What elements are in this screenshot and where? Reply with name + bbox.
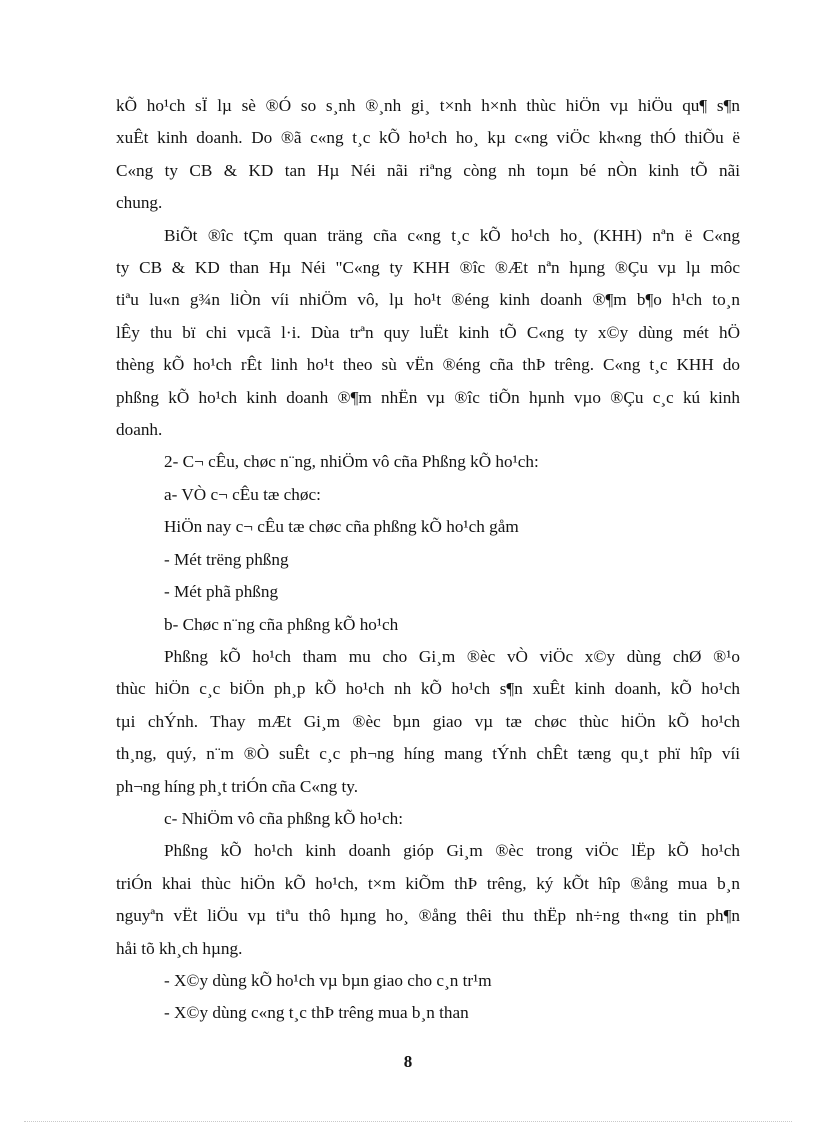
text-line: C«ng ty CB & KD tan Hµ Néi nãi riªng còng nh toµn bé nÒn kinh tÕ nãi [116,160,740,180]
subsection-heading: a- VÒ c¬ cÊu tæ chøc: [164,484,321,504]
text-line: triÓn khai thùc hiÖn kÕ ho¹ch, t×m kiÕm thÞ trêng, ký kÕt hîp ®ång mua b¸n [116,873,740,893]
list-item: - X©y dùng kÕ ho¹ch vµ bµn giao cho c¸n tr¹m [164,970,492,990]
text-line: doanh. [116,420,163,440]
text-line: BiÕt ®îc tÇm quan träng cña c«ng t¸c kÕ ho¹ch ho¸ (KHH) nªn ë C«ng [164,225,740,245]
subsection-heading: c- NhiÖm vô cña phßng kÕ ho¹ch: [164,808,404,828]
text-line: thèng kÕ ho¹ch rÊt linh ho¹t theo sù vËn ®éng cña thÞ trêng. C«ng t¸c KHH do [116,355,740,375]
subsection-heading: b- Chøc n¨ng cña phßng kÕ ho¹ch [164,614,399,634]
text-line: ty CB & KD than Hµ Néi "C«ng ty KHH ®îc ®Æt nªn hµng ®Çu vµ lµ môc [116,258,740,278]
text-line: nguyªn vËt liÖu vµ tiªu thô hµng ho¸ ®ång thêi thu thËp nh÷ng th«ng tin ph¶n [116,906,740,926]
text-line: xuÊt kinh doanh. Do ®ã c«ng t¸c kÕ ho¹ch ho¸ kµ c«ng viÖc kh«ng thÓ thiÕu ë [116,128,740,148]
list-item: - X©y dùng c«ng t¸c thÞ trêng mua b¸n than [164,1003,469,1023]
text-line: tiªu lu«n g¾n liÒn víi nhiÖm vô, lµ ho¹t ®éng kinh doanh ®¶m b¶o h¹ch to¸n [116,290,740,310]
text-line: th¸ng, quý, n¨m ®Ò suÊt c¸c ph¬ng híng mang tÝnh chÊt tæng qu¸t phï hîp víi [116,744,740,764]
document-body [116,90,740,1030]
text-line: håi tõ kh¸ch hµng. [116,938,243,958]
text-line: chung. [116,193,163,213]
text-line: kÕ ho¹ch sÏ lµ sè ®Ó so s¸nh ®¸nh gi¸ t×nh h×nh thùc hiÖn vµ hiÖu qu¶ s¶n [116,96,740,115]
footer-divider [24,1121,792,1122]
text-line: Phßng kÕ ho¹ch tham mu cho Gi¸m ®èc vÒ viÖc x©y dùng chØ ®¹o [164,646,740,666]
text-line: tµi chÝnh. Thay mÆt Gi¸m ®èc bµn giao vµ tæ chøc thùc hiÖn kÕ ho¹ch [116,711,740,731]
text-line: phßng kÕ ho¹ch kinh doanh ®¶m nhËn vµ ®îc tiÕn hµnh vµo ®Çu c¸c kú kinh [116,387,740,407]
text-line: ph¬ng híng ph¸t triÓn cña C«ng ty. [116,776,359,796]
text-line: thùc hiÖn c¸c biÖn ph¸p kÕ ho¹ch nh kÕ ho¹ch s¶n xuÊt kinh doanh, kÕ ho¹ch [116,679,740,699]
list-item: - Mét trëng phßng [164,549,289,569]
text-line: Phßng kÕ ho¹ch kinh doanh gióp Gi¸m ®èc trong viÖc lËp kÕ ho¹ch [164,841,740,861]
text-line: HiÖn nay c¬ cÊu tæ chøc cña phßng kÕ ho¹ch gåm [164,517,519,537]
list-item: - Mét phã phßng [164,582,279,602]
page-number: 8 [403,1052,413,1071]
section-heading: 2- C¬ cÊu, chøc n¨ng, nhiÖm vô cña Phßng kÕ ho¹ch: [164,452,539,472]
text-line: lÊy thu bï chi vµcã l·i. Dùa trªn quy luËt kinh tÕ C«ng ty x©y dùng mét hÖ [116,322,740,342]
